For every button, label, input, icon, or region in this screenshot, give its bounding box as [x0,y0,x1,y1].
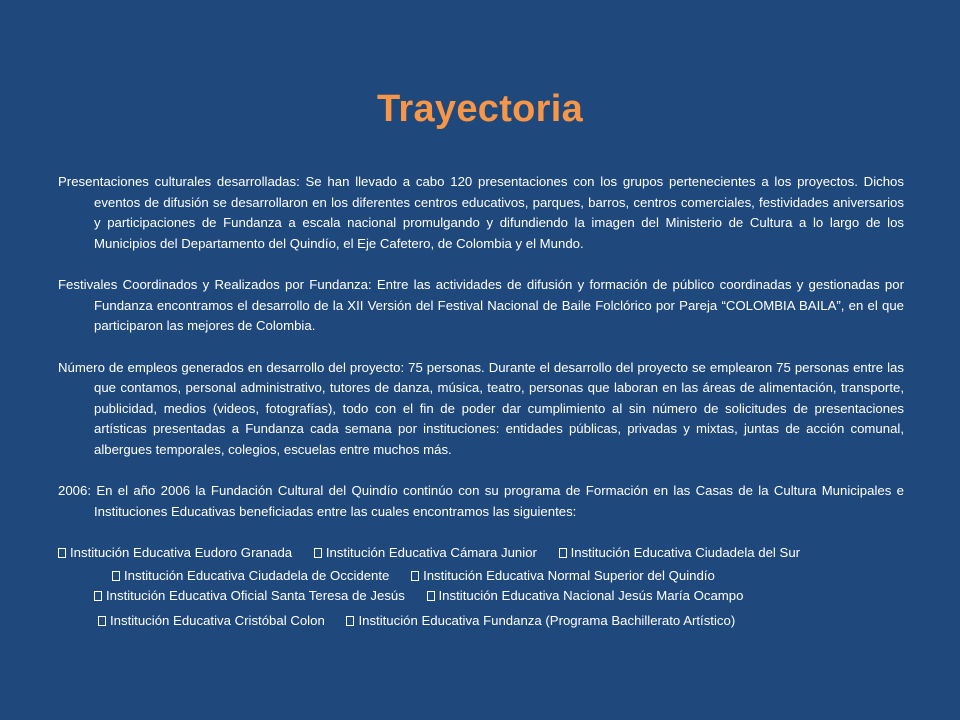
paragraph-2006: 2006: En el año 2006 la Fundación Cultural del Quindío continúo con su programa de Formación en las Casas de la Cultura Municipales e Instituciones Educativas beneficiadas entre las cuales encontramos las siguientes: [58,483,904,519]
paragraph-presentaciones: Presentaciones culturales desarrolladas: Se han llevado a cabo 120 presentaciones con los grupos pertenecientes a los proyectos. Dichos eventos de difusión se desarrollaron en los diferentes centros educativos, parques, barros, centros comerciales, festividades aniversarios y participaciones de Fundanza a escala nacional promulgando y difundiendo la imagen del Ministerio de Cultura a lo largo de los Municipios del Departamento del Quindío, el Eje Cafetero, de Colombia y el Mundo. [58,174,904,251]
institution-name: Institución Educativa Oficial Santa Teresa de Jesús [106,588,405,603]
list-item [427,588,744,603]
list-item [314,545,537,560]
institution-row-2 [58,566,904,587]
institution-row-1 [58,543,904,564]
list-item [559,545,800,560]
paragraph-empleos: Número de empleos generados en desarrollo del proyecto: 75 personas. Durante el desarrollo del proyecto se emplearon 75 personas entre las que contamos, personal administrativo, tutores de danza, música, teatro, personas que laboran en las áreas de alimentación, transporte, publicidad, medios (videos, fotografías), todo con el fin de poder dar cumplimiento al sin número de solicitudes de presentaciones artísticas presentadas a Fundanza cada semana por instituciones: entidades públicas, privadas y mixtas, juntas de acción comunal, albergues temporales, colegios, escuelas entre muchos más. [58,359,904,457]
bullet-box-icon [427,591,435,601]
bullet-box-icon [346,616,354,626]
bullet-box-icon [112,571,120,581]
institution-name: Institución Educativa Eudoro Granada [70,545,293,560]
bullet-box-icon [559,548,567,558]
institution-name: Institución Educativa Ciudadela de Occidente [124,567,390,583]
paragraph-festivales: Festivales Coordinados y Realizados por Fundanza: Entre las actividades de difusión y formación de público coordinadas y gestionadas por Fundanza encontramos el desarrollo de la XII Versión del Festival Nacional de Baile Folclórico por Pareja “COLOMBIA BAILA”, en el que participaron las mejores de Colombia. [58,277,904,333]
institution-name: Institución Educativa Cristóbal Colon [110,612,325,628]
bullet-box-icon [98,616,106,626]
list-item [112,568,389,583]
bullet-box-icon [411,571,419,581]
list-item [58,545,292,560]
institution-row-3 [58,586,904,607]
institution-name: Institución Educativa Ciudadela del Sur [570,545,801,560]
slide-title: Trayectoria [376,88,584,131]
institution-row-4 [58,611,904,632]
bullet-box-icon [58,548,66,558]
list-item [346,613,735,628]
slide-body [58,172,904,635]
list-item [94,588,405,603]
bullet-box-icon [314,548,322,558]
institution-name: Institución Educativa Fundanza (Programa Bachillerato Artístico) [358,612,736,628]
institution-name: Institución Educativa Normal Superior del Quindío [423,567,715,583]
list-item [411,568,715,583]
bullet-box-icon [94,591,102,601]
list-item [98,613,325,628]
institution-name: Institución Educativa Cámara Junior [325,545,537,560]
institution-name: Institución Educativa Nacional Jesús María Ocampo [438,588,744,603]
